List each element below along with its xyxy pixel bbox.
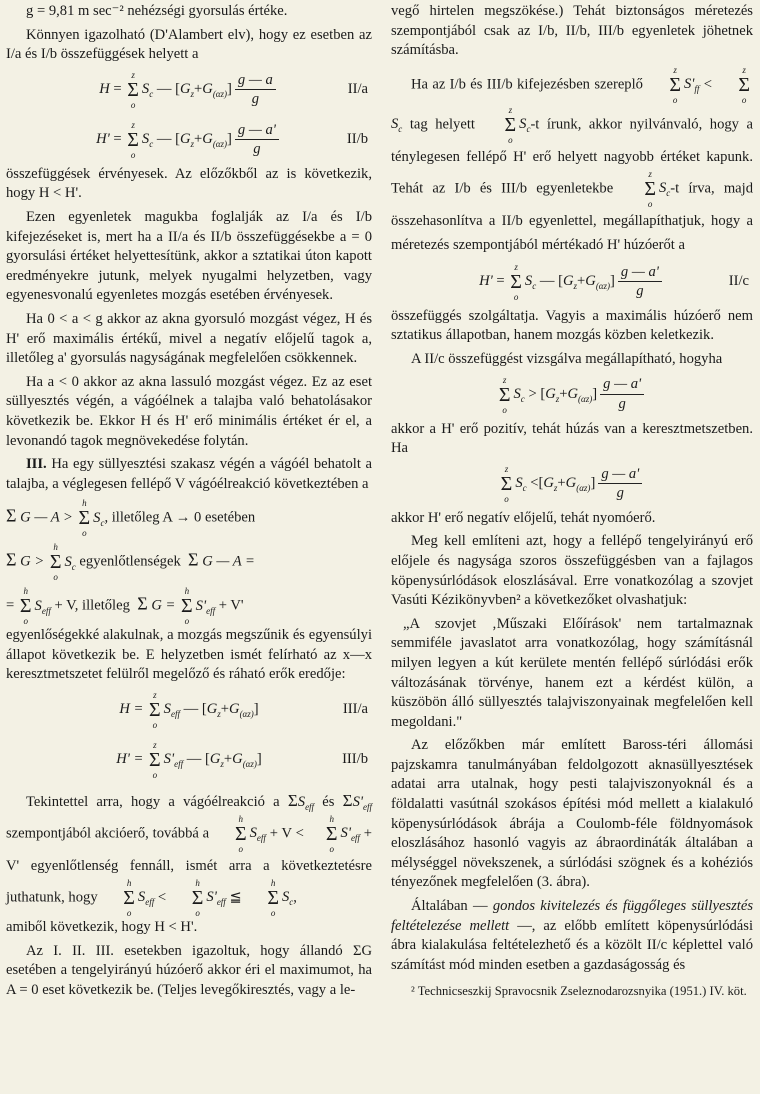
- paragraph-dalambert: Könnyen igazolható (D'Alambert elv), hogy ez esetben az I/a és I/b összefüggések helyett a: [6, 26, 372, 63]
- equation-IIa: H = z Σ o $S_c$ — [ $G_z$ + $G_{(\alpha z)}$ ] $\frac{g — a}{g}$ II/a: [99, 69, 368, 110]
- paragraph-baross: Az előzőkben már említett Baross-téri állomási pajzskamra tanulmányában feldolgozott aknasüllyesztések adatai arra utalnak, hogy pesti talajviszonyoknál és a földalatti vasútnál szokásos építési mód mellett a kialakuló köpenysúrlódások ábrája a Coulomb-féle földnyomások eloszlásához hasonló vagyis az ábraordináták általában a mélységgel növekszenek, a súrlódási szögnek és a kohéziós tényezőnek megfelelően (3. ábra).: [391, 737, 753, 891]
- paragraph-max-force: összefüggés szolgáltatja. Vagyis a maximális húzóerő nem sztatikus állapotban, hanem mozgás közben keletkezik.: [391, 307, 753, 344]
- math-line-1: Σ G — A > h Σ o $S_c$, illetőleg A → 0 esetében: [6, 498, 256, 539]
- paragraph-continuation: vegő hirtelen megszökése.) Tehát biztonságos méretezés szempontjából csak az I/b, II/b, III/b egyenletek jöhetnek számításba.: [391, 3, 753, 59]
- paragraph-summary: Az I. II. III. esetekben igazoltuk, hogy állandó ΣG esetében a tengelyirányú húzóerő akkor éri el maximumot, ha A = 0 eset következik be. (Teljes levegőkiresztés, vagy a le-: [6, 942, 372, 998]
- inequality-negative: z Σ o $S_c$ <[ $G_z$ + $G_{(\alpha z)}$ ] $\frac{g — a'}{g}$: [391, 459, 753, 509]
- inequality-positive: z Σ o $S_c$ > [ $G_z$ + $G_{(\alpha z)}$ ] $\frac{g — a'}{g}$: [391, 370, 753, 420]
- equation-label-IIIa: III/a: [342, 701, 368, 718]
- quote-soviet-handbook: „A szovjet ‚Műszaki Előírások' nem tartalmaznak semmiféle javaslatot arra vonatkozólag, hogy számításnál milyen legyen a kút kerülete mentén fellépő súrlódási erők változásának törvénye, hanem ezt a kérdést külön, a küszöbön álló süllyesztés talajviszonyainak megfelelően kell megoldani.": [391, 615, 753, 730]
- footnote: ² Technicseszkij Spravocsnik Zseleznodarozsnyika (1951.) IV. köt.: [411, 984, 747, 999]
- equation-label-IIb: II/b: [346, 130, 368, 147]
- equation-label-IIa: II/a: [347, 80, 368, 97]
- equation-IIb: H' = z Σ o $S_c$ — [ $G_z$ + $G_{(\alpha z)}$ ] $\frac{g — a'}{g}$ II/b: [96, 119, 368, 160]
- paragraph-substitution: Ha az I/b és III/b kifejezésben szereplő z Σ o $S'_{ff}$ < z Σ o $S_c$ tag helyett z Σ o $S_c-t$ írunk, akkor nyilvánvaló, hogy a ténylegesen fellépő H' erő helyett nagyobb értéket kapunk. Tehát az I/b és III/b egyenletekbe z Σ o $S_c-t$ írva, majd összehasonlítva a II/b egyenlettel, megállapíthatjuk, hogy a méretezés szempontjából mértékadó H' húzóerőt a: [391, 64, 753, 253]
- paragraph-conclusion: amiből következik, hogy H < H'.: [6, 919, 198, 936]
- equation-label-IIc: II/c: [728, 272, 749, 289]
- paragraph-gravity: g = 9,81 m sec⁻² nehézségi gyorsulás értéke.: [26, 3, 288, 19]
- paragraph-examine: A II/c összefüggést vizsgálva megállapítható, hogyha: [411, 350, 723, 367]
- equation-IIIa: H = z Σ o $S_{eff}$ — [ $G_z$ + $G_{(\alpha z)}$ ] III/a: [119, 690, 368, 731]
- right-column: [391, 2, 753, 999]
- equation-label-IIIb: III/b: [342, 751, 368, 768]
- paragraph-generally: Általában — gondos kivitelezés és függőleges süllyesztés feltételezése mellett —, az előbb említett köpenysúrlódási ábra kialakulása feltételezhető és a közölt II/c képlettel való számítást mód minden esetben a gazdaságosság és: [391, 898, 753, 973]
- paragraph-case-III: III. Ha egy süllyesztési szakasz végén a vágóél behatolt a talajba, a véglegesen fellépő V vágóélreakció következtében a: [6, 456, 372, 492]
- paragraph-decelerating: Ha a < 0 akkor az akna lassuló mozgást végez. Ez az eset süllyesztés végén, a vágóélnek a talajba való behatolásakor következik be. Ekkor H és H' erő minimális értéket ér el, a levonandó tagok megnövekedése folytán.: [6, 373, 372, 449]
- math-line-3: = h Σ o $S_{eff} + V$, illetőleg Σ G = h Σ o $S'_{eff} + V'$: [6, 586, 244, 627]
- paragraph-static: Ezen egyenletek magukba foglalják az I/a és I/b kifejezéseket is, mert ha a II/a és II/b összefüggésekbe a = 0 gyorsulási értéket helyettesítünk, akkor a sztatikai úton kapott eredményekre jutunk, melyek nyugalmi helyzetben, vagy egyenesvonalú egyenletes mozgás esetében érvényesek.: [6, 208, 372, 304]
- paragraph-friction: Meg kell említeni azt, hogy a fellépő tengelyirányú erő előjele és nagysága szoros összefüggésben van a fajlagos köpenysúrlódások eloszlásával. Erre vonatkozólag a szovjet Vasúti Kézikönyvben² a következőket olvashatjuk:: [391, 533, 753, 609]
- equation-IIIb: H' = z Σ o $S'_{eff}$ — [ $G_z$ + $G_{(\alpha z)}$ ] III/b: [116, 740, 368, 781]
- paragraph-equilibrium: egyenlőségekké alakulnak, a mozgás megszűnik és egyensúlyi állapot következik be. E helyzetben ismét felírható az x—x keresztmetszetet felülről megelőző és ráható erők eredője:: [6, 627, 372, 683]
- paragraph-reaction: Tekintettel arra, hogy a vágóélreakció a $\Sigma S_{eff}$ és $\Sigma S'_{eff}$ szempontjából akcióerő, továbbá a h Σ o $S_{eff} + V$ < h Σ o $S'_{eff} + V'$ egyenlőtlenség fennáll, ismét arra a következtetésre juthatunk, hogy h Σ o $S_{eff}$ < h Σ o $S'_{eff}$ ≦ h Σ o $S_c$,: [6, 791, 372, 919]
- paragraph-compression: akkor H' erő negatív előjelű, tehát nyomóerő.: [391, 509, 656, 526]
- paragraph-h-less: összefüggések érvényesek. Az előzőkből az is következik, hogy H < H'.: [6, 165, 372, 202]
- paragraph-accelerating: Ha 0 < a < g akkor az akna gyorsuló mozgást végez, H és H' erő maximális értékű, mivel a negatív előjelű tagok a, illetőleg a' gyorsulás nagyságának megfelelően csökkennek.: [6, 310, 372, 367]
- math-line-2: Σ G > h Σ o $S_c$ egyenlőtlenségek Σ G — A =: [6, 542, 255, 583]
- left-column: [6, 2, 372, 1000]
- equation-IIc: H' = z Σ o $S_c$ — [ $G_z$ + $G_{(\alpha z)}$ ] $\frac{g — a'}{g}$ II/c: [479, 261, 749, 302]
- paragraph-tension: akkor a H' erő pozitív, tehát húzás van a keresztmetszetben. Ha: [391, 420, 753, 457]
